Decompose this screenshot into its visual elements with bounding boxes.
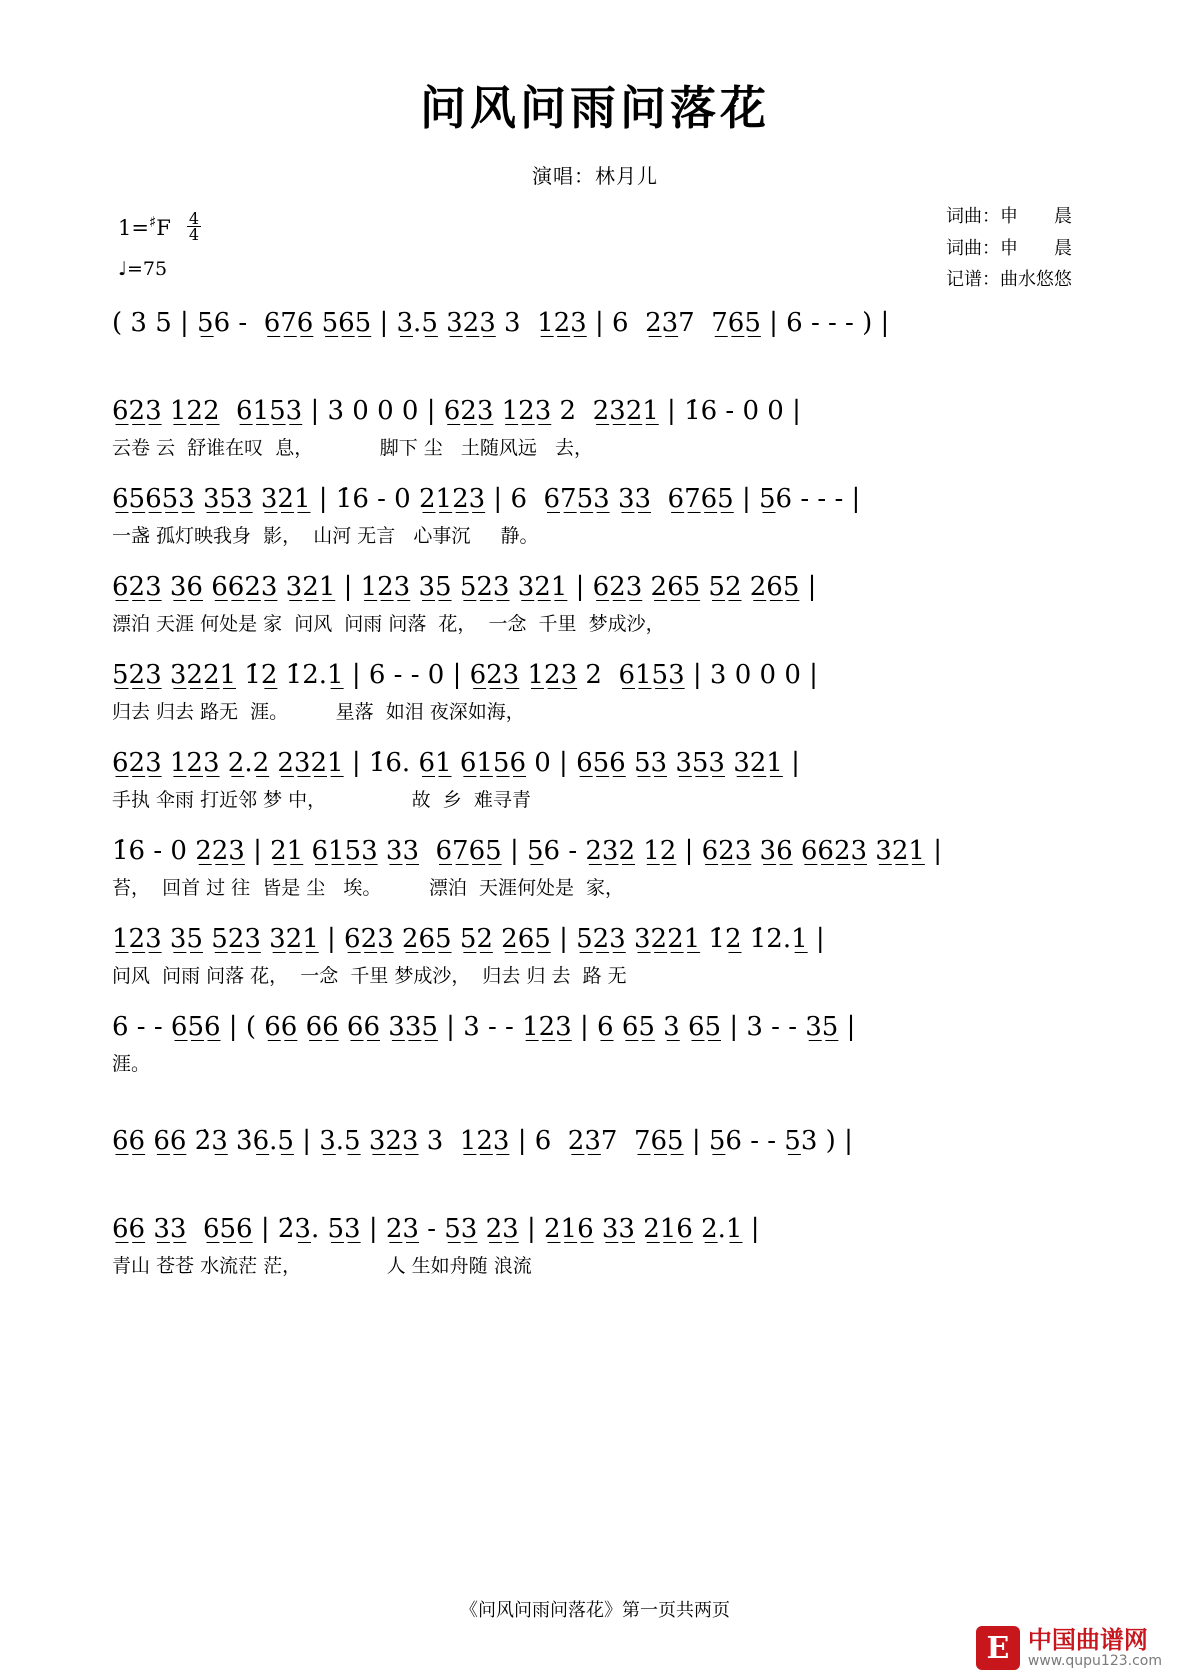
music-system xyxy=(112,649,1078,731)
notation-line: 6̲2̲3̲ 1̲2̲3̲ 2̲.2̲ 2̲3̲2̲1̲ | 1̇6. 6̲1̲ 6̲1̲5̲6̲ 0 | 6̲5̲6̲ 5̲3̲ 3̲5̲3̲ 3̲2̲1̲ | xyxy=(112,748,800,779)
watermark xyxy=(976,1626,1162,1670)
tempo-marking: ♩=75 xyxy=(118,258,168,281)
credit-line-1: 词曲：申 晨 xyxy=(946,206,1072,227)
credit-line-3: 记谱：曲水悠悠 xyxy=(946,269,1072,290)
lyrics-line: 手执 伞雨 打近邻 梦 中， 故 乡 难寻青 xyxy=(112,789,531,811)
notation-line: 1̲2̲3̲ 3̲5̲ 5̲2̲3̲ 3̲2̲1̲ | 6̲2̲3̲ 2̲6̲5̲ 5̲2̲ 2̲6̲5̲ | 5̲2̲3̲ 3̲2̲2̲1̲ 1̇2̲ 1̇2.1̲ | xyxy=(112,924,825,955)
lyrics-line: 涯。 xyxy=(112,1053,151,1075)
music-systems xyxy=(0,297,1190,1285)
music-system xyxy=(112,825,1078,907)
notation-line: 6̲6̲ 3̲3̲ 6̲5̲6̲ | 2̇3̲. 5̲3̲ | 2̲3̲ - 5̲3̲ 2̲3̲ | 2̲1̲6̲ 3̲3̲ 2̲1̲6̲ 2̲.1̲ | xyxy=(112,1214,760,1245)
music-system xyxy=(112,297,1078,379)
notation-line: 1̇6 - 0 2̲2̲3̲ | 2̲1̲ 6̲1̲5̲3̲ 3̲3̲ 6̲7̲6̲5̲ | 5̲6 - 2̲3̲2̲ 1̲2̲ | 6̲2̲3̲ 3̲6̲ 6̲6̲2̲3̲ 3̲2̲1̲ | xyxy=(112,836,942,867)
watermark-logo-icon: E xyxy=(976,1626,1020,1670)
lyrics-line: 问风 问雨 问落 花， 一念 千里 梦成沙， 归去 归 去 路 无 xyxy=(112,965,627,987)
page-footer: 《问风问雨问落花》第一页共两页 xyxy=(460,1600,730,1621)
music-system xyxy=(112,385,1078,467)
notation-line: 6̲2̲3̲ 3̲6̲ 6̲6̲2̲3̲ 3̲2̲1̲ | 1̲2̲3̲ 3̲5̲ 5̲2̲3̲ 3̲2̲1̲ | 6̲2̲3̲ 2̲6̲5̲ 5̲2̲ 2̲6̲5̲ | xyxy=(112,572,817,603)
watermark-text xyxy=(1028,1627,1162,1669)
lyrics-line: 一盏 孤灯映我身 影， 山河 无言 心事沉 静。 xyxy=(112,525,539,547)
credit-line-2: 词曲：申 晨 xyxy=(946,237,1072,259)
music-system xyxy=(112,473,1078,555)
watermark-site-url: www.qupu123.com xyxy=(1027,1652,1162,1669)
lyrics-line: 云卷 云 舒谁在叹 息， 脚下 尘 土随风远 去， xyxy=(112,437,593,459)
notation-line: ( 3 5 | 5̲6 - 6̲7̲6̲ 5̲6̲5̲ | 3̲.5̲ 3̲2̲3̲ 3 1̲2̲3̲ | 6 2̲3̲7 7̲6̲5̲ | 6 - - - ) | xyxy=(112,308,890,339)
music-system xyxy=(112,1115,1078,1197)
notation-line: 6̲5̲6̲5̲3̲ 3̲5̲3̲ 3̲2̲1̲ | 1̇6 - 0 2̲1̲2̲3̲ | 6 6̲7̲5̲3̲ 3̲3̲ 6̲7̲6̲5̲ | 5̲6 - - - | xyxy=(112,484,861,515)
header-meta-row xyxy=(0,201,1190,293)
lyrics-line: 归去 归去 路无 涯。 星落 如泪 夜深如海， xyxy=(112,701,525,723)
time-signature-denominator: 4 xyxy=(188,225,199,245)
music-system xyxy=(112,913,1078,995)
singer-label: 演唱：林月儿 xyxy=(532,164,658,188)
lyrics-line: 漂泊 天涯 何处是 家 问风 问雨 问落 花， 一念 千里 梦成沙， xyxy=(112,613,665,635)
lyrics-line: 苔， 回首 过 往 皆是 尘 埃。 漂泊 天涯何处是 家， xyxy=(112,877,625,899)
music-system xyxy=(112,561,1078,643)
time-signature xyxy=(187,209,201,245)
time-signature-numerator: 4 xyxy=(188,209,199,228)
lyrics-line xyxy=(112,1163,1078,1197)
notation-line: 6̲6̲ 6̲6̲ 2̇3̲ 3̇6̲.5̲ | 3̲.5̲ 3̲2̲3̲ 3 1̲2̲3̲ | 6 2̲3̲7 7̲6̲5̲ | 5̲6 - - 5̲3 ) | xyxy=(112,1126,853,1157)
system-spacer xyxy=(112,1089,1078,1115)
key-and-tempo-block xyxy=(118,211,201,280)
notation-line: 6 - - 6̲5̲6̲ | ( 6̲6̲ 6̲6̲ 6̲6̲ 3̲3̲5̲ | 3 - - 1̲2̲3̲ | 6̲ 6̲5̲ 3̲ 6̲5̲ | 3 - - 3̲5̲ | xyxy=(112,1012,856,1043)
credits-block xyxy=(946,201,1072,296)
page-title: 问风问雨问落花 xyxy=(420,81,770,135)
music-system xyxy=(112,1203,1078,1285)
key-note: F xyxy=(156,216,171,241)
notation-line: 6̲2̲3̲ 1̲2̲2̲ 6̲1̲5̲3̲ | 3 0 0 0 | 6̲2̲3̲ 1̲2̲3̲ 2 2̲3̲2̲1̲ | 1̇6 - 0 0 | xyxy=(112,396,801,427)
music-system xyxy=(112,737,1078,819)
notation-line: 5̲2̲3̲ 3̲2̲2̲1̲ 1̇2̲ 1̇2.1̲ | 6 - - 0 | 6̲2̲3̲ 1̲2̲3̲ 2 6̲1̲5̲3̲ | 3 0 0 0 | xyxy=(112,660,818,691)
music-system xyxy=(112,1001,1078,1083)
lyrics-line xyxy=(112,345,1078,379)
watermark-site-name: 中国曲谱网 xyxy=(1027,1626,1148,1655)
lyrics-line: 青山 苍苍 水流茫 茫， 人 生如舟随 浪流 xyxy=(112,1255,532,1277)
key-signature-prefix: 1= xyxy=(118,216,149,241)
key-accidental: ♯ xyxy=(148,213,157,232)
key-signature-label xyxy=(118,213,171,240)
